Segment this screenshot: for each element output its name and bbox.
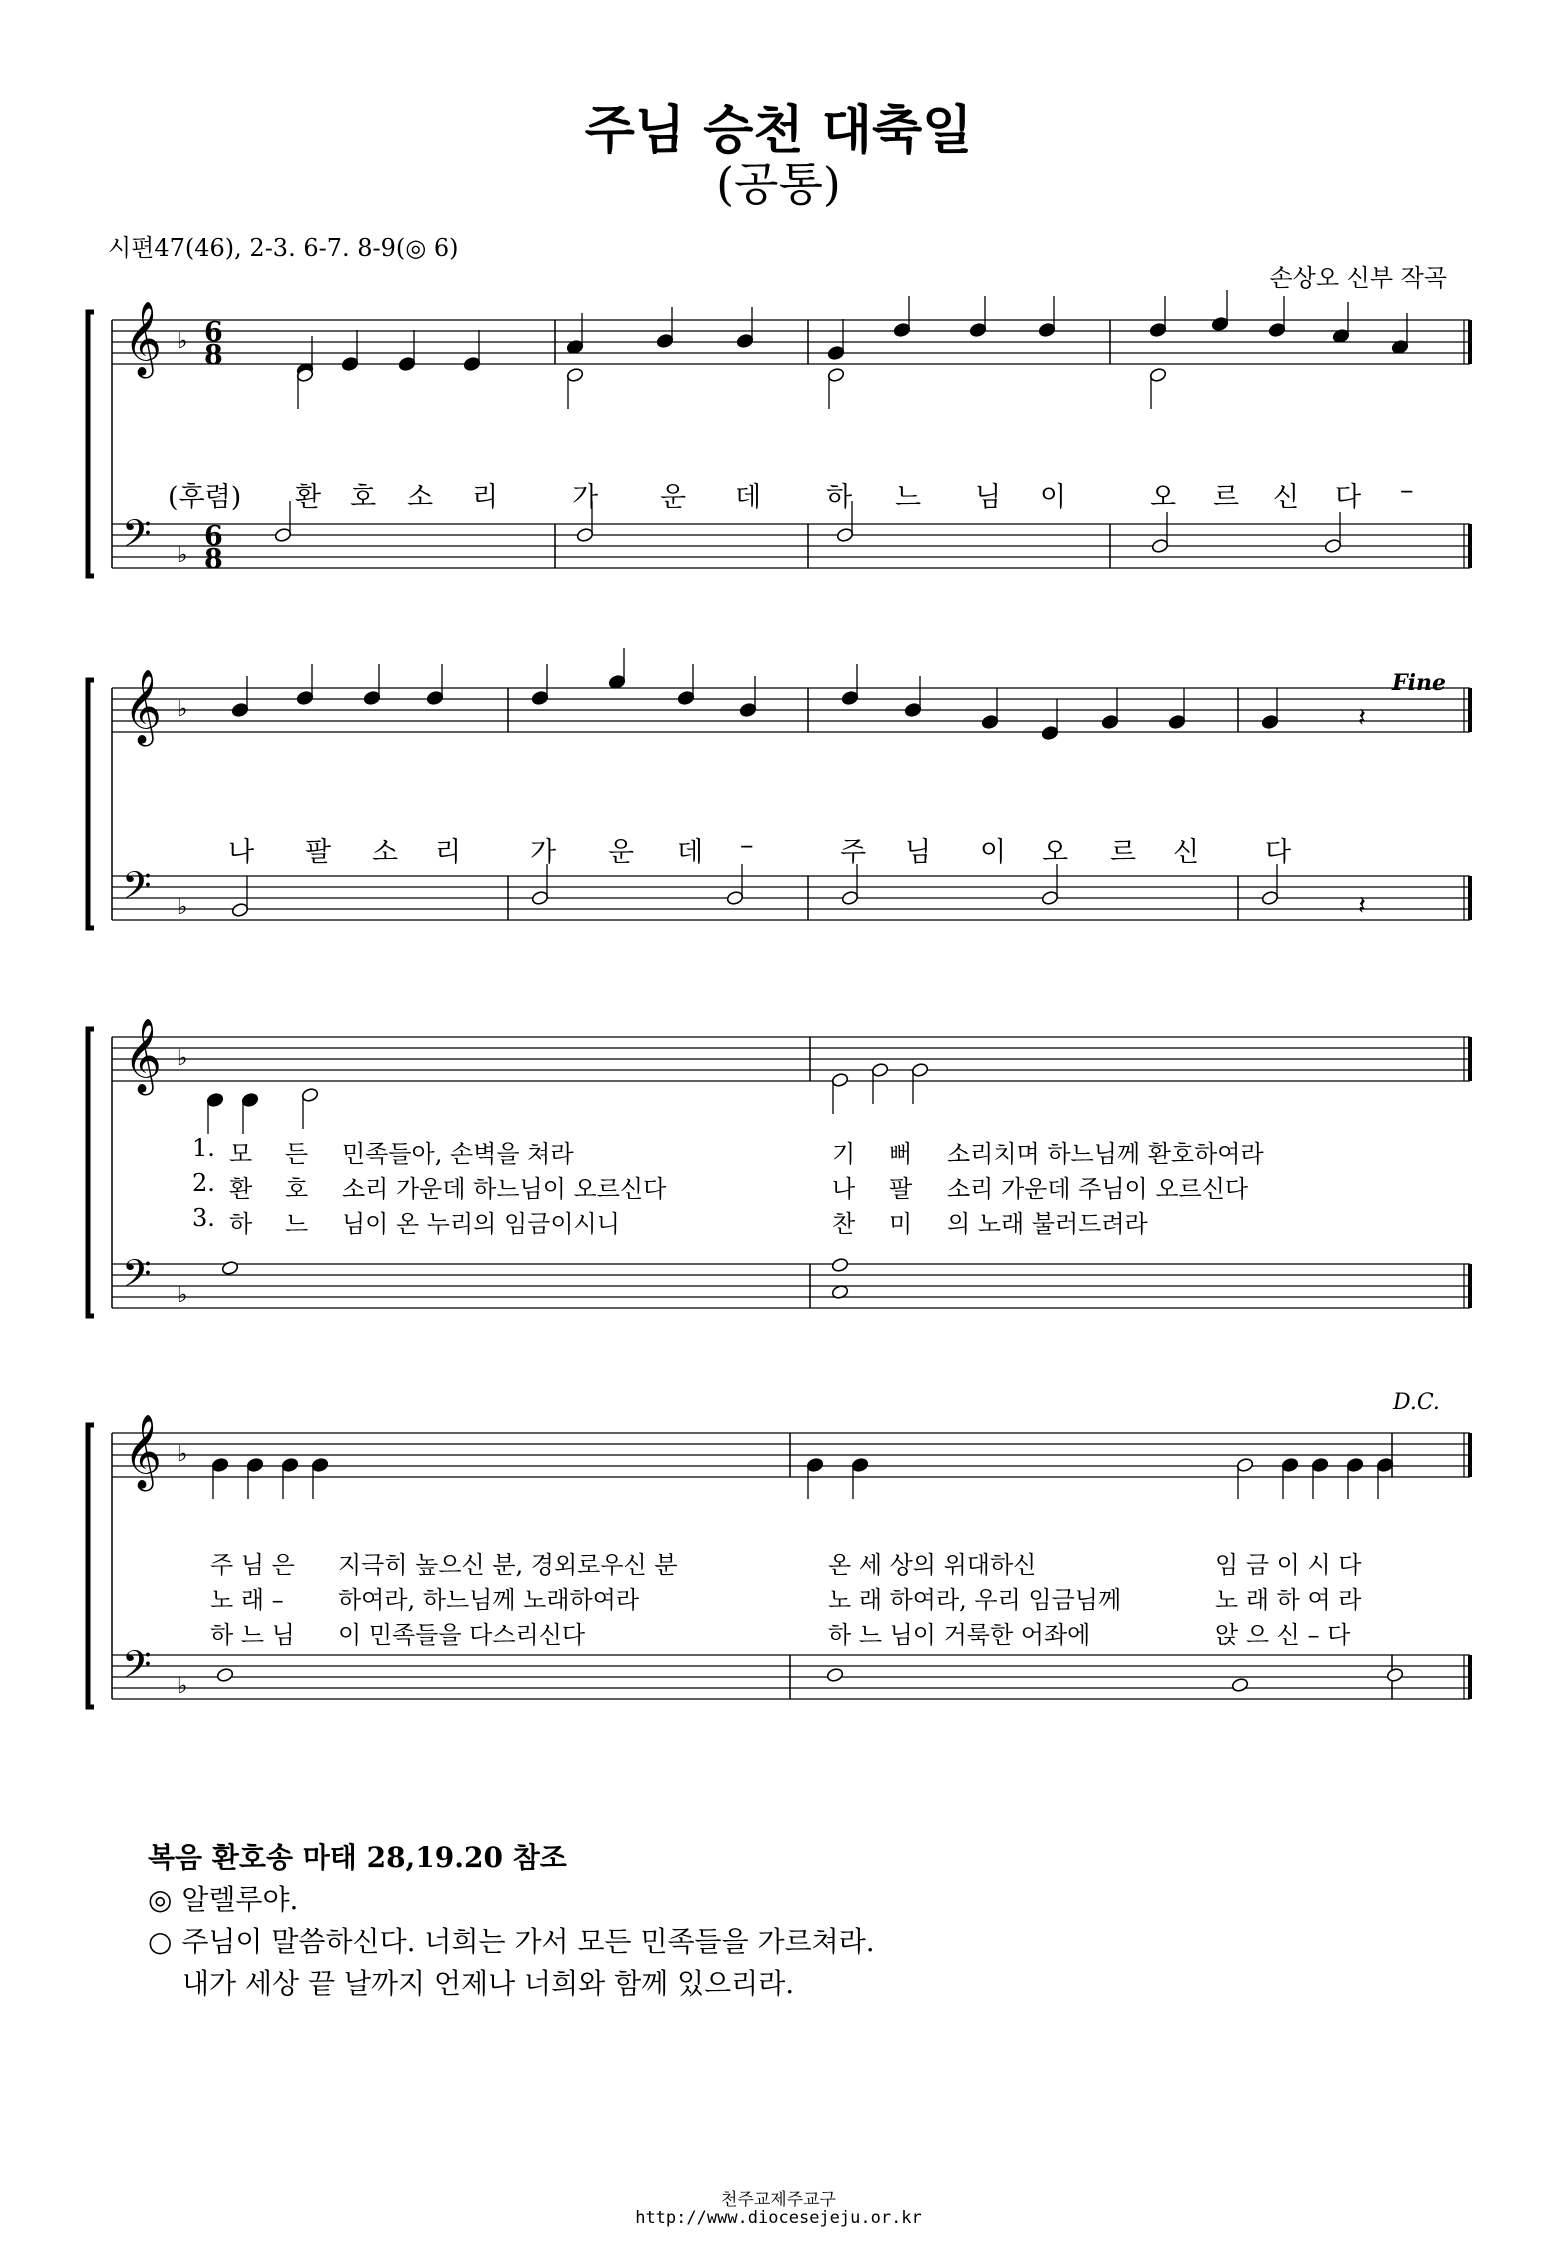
footer-url: http://www.diocesejeju.or.kr (635, 2208, 922, 2228)
chant-note (301, 1087, 319, 1102)
melody-note (827, 345, 845, 360)
verse-line: 주 님 은 지극히 높으신 분, 경외로우신 분 온 세 상의 위대하신 임 금 이 시 다 (210, 1551, 1362, 1579)
lyric: 다 (1335, 482, 1362, 513)
lyric: 르 (1213, 482, 1240, 513)
alto-note (827, 367, 845, 382)
system1-lyrics (0, 475, 1557, 511)
lyric: 주 (840, 837, 867, 868)
verse-line: 2. 환 호 소리 가운데 하느님이 오르신다 나 팔 소리 가운데 주님이 오르신다 (192, 1169, 1249, 1203)
bass-note (274, 527, 292, 542)
lyric: 이 (980, 837, 1007, 868)
chant-note (1346, 1457, 1364, 1472)
chant-note (1281, 1457, 1299, 1472)
lyric: 이 (1040, 482, 1067, 513)
verse-line: 1. 모 든 민족들아, 손벽을 쳐라 기 뻐 소리치며 하느님께 환호하여라 (192, 1134, 1264, 1168)
bass-note (576, 527, 594, 542)
bass-chant-note (831, 1257, 849, 1272)
gospel-line-1: ◎ 알렐루야. (148, 1883, 299, 1916)
gospel-line-3: 내가 세상 끝 날까지 언제나 너희와 함께 있으리라. (182, 1967, 795, 2000)
melody-note (296, 690, 314, 705)
treble-clef: 𝄞 (124, 302, 162, 376)
melody-note (1149, 322, 1167, 337)
treble-clef: 𝄞 (124, 1415, 162, 1489)
bass-note (726, 890, 744, 905)
bass-note (1324, 538, 1342, 553)
lyric: 호 (350, 482, 377, 513)
melody-note (1268, 322, 1286, 337)
melody-note (656, 333, 674, 348)
lyric: 신 (1273, 482, 1300, 513)
rest: 𝄽 (1358, 703, 1366, 733)
chant-note (281, 1457, 299, 1472)
lyric: 가 (572, 482, 599, 513)
flat-key-signature: ♭ (177, 1674, 188, 1699)
melody-note (969, 322, 987, 337)
chant-note (1311, 1457, 1329, 1472)
composer-credit: 손상오 신부 작곡 (1269, 264, 1447, 292)
time-signature-bottom: 8 (204, 340, 223, 371)
bass-note (531, 890, 549, 905)
melody-note (841, 690, 859, 705)
chant-note (206, 1092, 224, 1107)
time-signature-top: 6 (204, 521, 223, 552)
bass-chant-note (826, 1667, 844, 1682)
lyric: 느 (895, 482, 922, 513)
melody-note (1041, 725, 1059, 740)
lyric: 환 (295, 482, 322, 513)
verse-line: 하 느 님 이 민족들을 다스리신다 하 느 님이 거룩한 어좌에 앉 으 신 – 다 (210, 1621, 1351, 1649)
flat-key-signature: ♭ (177, 1283, 188, 1308)
lyric: (후렴) (168, 482, 242, 513)
flat-key-signature: ♭ (177, 1046, 188, 1071)
rest: 𝄽 (1358, 891, 1366, 921)
flat-key-signature: ♭ (177, 697, 188, 722)
system-bracket (88, 312, 94, 576)
melody-note (1101, 714, 1119, 729)
melody-note (1038, 322, 1056, 337)
psalm-reference: 시편47(46), 2-3. 6-7. 8-9(◎ 6) (108, 234, 459, 262)
lyric: 데 (677, 837, 704, 868)
bass-clef: 𝄢 (122, 1251, 152, 1305)
system-bracket (88, 680, 94, 928)
bass-chant-note (1386, 1667, 1404, 1682)
lyric: 가 (530, 837, 557, 868)
bass-clef: 𝄢 (122, 1642, 152, 1696)
chant-note (911, 1062, 929, 1077)
lyric: 나 (228, 837, 255, 868)
bass-clef: 𝄢 (122, 863, 152, 917)
melody-note (531, 690, 549, 705)
lyric: 소 (372, 837, 399, 868)
melody-note (739, 702, 757, 717)
flat-key-signature: ♭ (177, 1442, 188, 1467)
chant-note (246, 1457, 264, 1472)
melody-note (981, 714, 999, 729)
melody-note (1211, 316, 1229, 331)
lyric: – (1400, 475, 1414, 506)
melody-note (1168, 714, 1186, 729)
verse-line: 노 래 – 하여라, 하느님께 노래하여라 노 래 하여라, 우리 임금님께 노 래 하 여 라 (210, 1586, 1362, 1614)
lyric: 리 (435, 837, 462, 868)
lyric: 르 (1110, 837, 1137, 868)
chant-note (831, 1072, 849, 1087)
treble-clef: 𝄞 (124, 1019, 162, 1093)
lyric: 다 (1265, 837, 1292, 868)
page-subtitle: (공통) (716, 157, 841, 211)
bass-chant-note (216, 1667, 234, 1682)
melody-note (463, 356, 481, 371)
bass-note (231, 902, 249, 917)
gospel-line-2: ○ 주님이 말씀하신다. 너희는 가서 모든 민족들을 가르쳐라. (148, 1925, 875, 1958)
lyric: 리 (472, 482, 499, 513)
flat-key-signature: ♭ (177, 329, 188, 354)
bass-chant-note (221, 1260, 239, 1275)
alto-note (1149, 367, 1167, 382)
bass-note (1151, 538, 1169, 553)
melody-note (904, 702, 922, 717)
melody-note (363, 690, 381, 705)
footer-org: 천주교제주교구 (721, 2190, 836, 2210)
lyric: 신 (1173, 837, 1200, 868)
dc-marking: D.C. (1393, 1390, 1440, 1415)
melody-note (341, 356, 359, 371)
lyric: 데 (735, 482, 762, 513)
melody-note (231, 702, 249, 717)
treble-clef: 𝄞 (124, 670, 162, 744)
lyric: 소 (407, 482, 434, 513)
chant-note (806, 1457, 824, 1472)
chant-note (211, 1457, 229, 1472)
melody-note (398, 356, 416, 371)
system-bracket (88, 1425, 94, 1707)
melody-note (677, 690, 695, 705)
chant-note (241, 1092, 259, 1107)
bass-note (841, 890, 859, 905)
verse-line: 3. 하 느 님이 온 누리의 임금이시니 찬 미 의 노래 불러드려라 (192, 1204, 1148, 1238)
bass-chant-note (1231, 1677, 1249, 1692)
lyric: 님 (905, 837, 932, 868)
lyric: 운 (608, 837, 635, 868)
bass-note (1261, 890, 1279, 905)
alto-note (566, 367, 584, 382)
gospel-heading: 복음 환호송 마태 28,19.20 참조 (148, 1841, 567, 1874)
melody-note (426, 690, 444, 705)
system2-lyrics (0, 830, 1557, 866)
chant-note (871, 1062, 889, 1077)
bass-note (1041, 890, 1059, 905)
lyric: 하 (826, 482, 853, 513)
chant-note (851, 1457, 869, 1472)
page-title: 주님 승천 대축일 (584, 100, 973, 161)
melody-note (736, 333, 754, 348)
time-signature-bottom: 8 (204, 544, 223, 575)
lyric: 님 (975, 482, 1002, 513)
flat-key-signature: ♭ (177, 543, 188, 568)
fine-marking: Fine (1392, 670, 1446, 696)
lyric: 오 (1042, 837, 1069, 868)
system-bracket (88, 1029, 94, 1316)
bass-clef: 𝄢 (122, 511, 152, 565)
flat-key-signature: ♭ (177, 895, 188, 920)
chant-note (1236, 1457, 1254, 1472)
melody-note (1261, 714, 1279, 729)
melody-note (893, 322, 911, 337)
chant-note (311, 1457, 329, 1472)
lyric: – (740, 830, 754, 861)
time-signature-top: 6 (204, 317, 223, 348)
lyric: 오 (1150, 482, 1177, 513)
lyric: 팔 (305, 837, 332, 868)
bass-note (836, 527, 854, 542)
lyric: 운 (660, 482, 687, 513)
